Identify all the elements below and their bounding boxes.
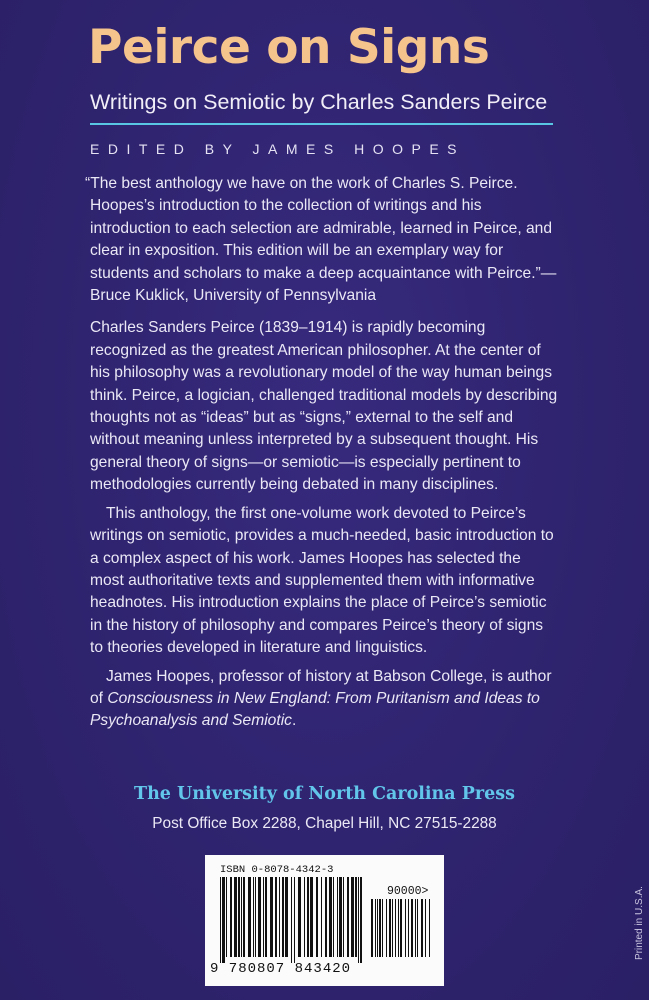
barcode-panel — [205, 855, 444, 986]
title-divider — [90, 123, 553, 125]
description-paragraph: Charles Sanders Peirce (1839–1914) is rapidly becoming recognized as the greatest American philosopher. At the center of his philosophy was a revolutionary model of the way human beings think. Peirce, a logician, challenged traditional models by describing thoughts not as “ideas” but as “signs,” external to the self and without meaning unless interpreted by a subsequent thought. His general theory of signs—or semiotic—is especially pertinent to methodologies currently being debated in many disciplines. — [90, 319, 558, 494]
book-subtitle: Writings on Semiotic by Charles Sanders Peirce — [90, 90, 548, 114]
publisher-name: The University of North Carolina Press — [134, 784, 515, 804]
editor-credit: EDITED BY JAMES HOOPES — [90, 141, 466, 157]
review-quote: “The best anthology we have on the work of Charles S. Peirce. Hoopes’s introduction to the collection of writings and his introduction to each selection are admirable, learned in Peirce, and clear in exposition. This edition will be an exemplary way for students and scholars to make a deep acquaintance with Peirce.”—Bruce Kuklick, University of Pennsylvania — [85, 175, 557, 305]
ean-number: 9 780807 843420 — [210, 961, 352, 977]
book-title: Peirce on Signs — [88, 20, 490, 75]
price-code: 90000> — [387, 885, 429, 898]
author-bio-end: . — [291, 712, 297, 730]
author-bio-lead: James Hoopes, professor of history at Babson College, is author of — [90, 667, 552, 707]
author-bio — [90, 666, 558, 733]
blurb-text — [85, 173, 558, 733]
publisher-address: Post Office Box 2288, Chapel Hill, NC 27515-2288 — [152, 815, 497, 832]
printed-in-label: Printed in U.S.A. — [634, 886, 645, 960]
isbn-label: ISBN 0-8078-4342-3 — [220, 864, 334, 876]
book-reference: Consciousness in New England: From Puritanism and Ideas to Psychoanalysis and Semiotic — [90, 689, 540, 730]
description-paragraph: This anthology, the first one-volume work devoted to Peirce’s writings on semiotic, provides a much-needed, basic introduction to a complex aspect of his work. James Hoopes has selected the most authoritative texts and supplemented them with informative headnotes. His introduction explains the place of Peirce’s semiotic in the history of philosophy and compares Peirce’s theory of signs to theories developed in literature and linguistics. — [90, 504, 554, 657]
